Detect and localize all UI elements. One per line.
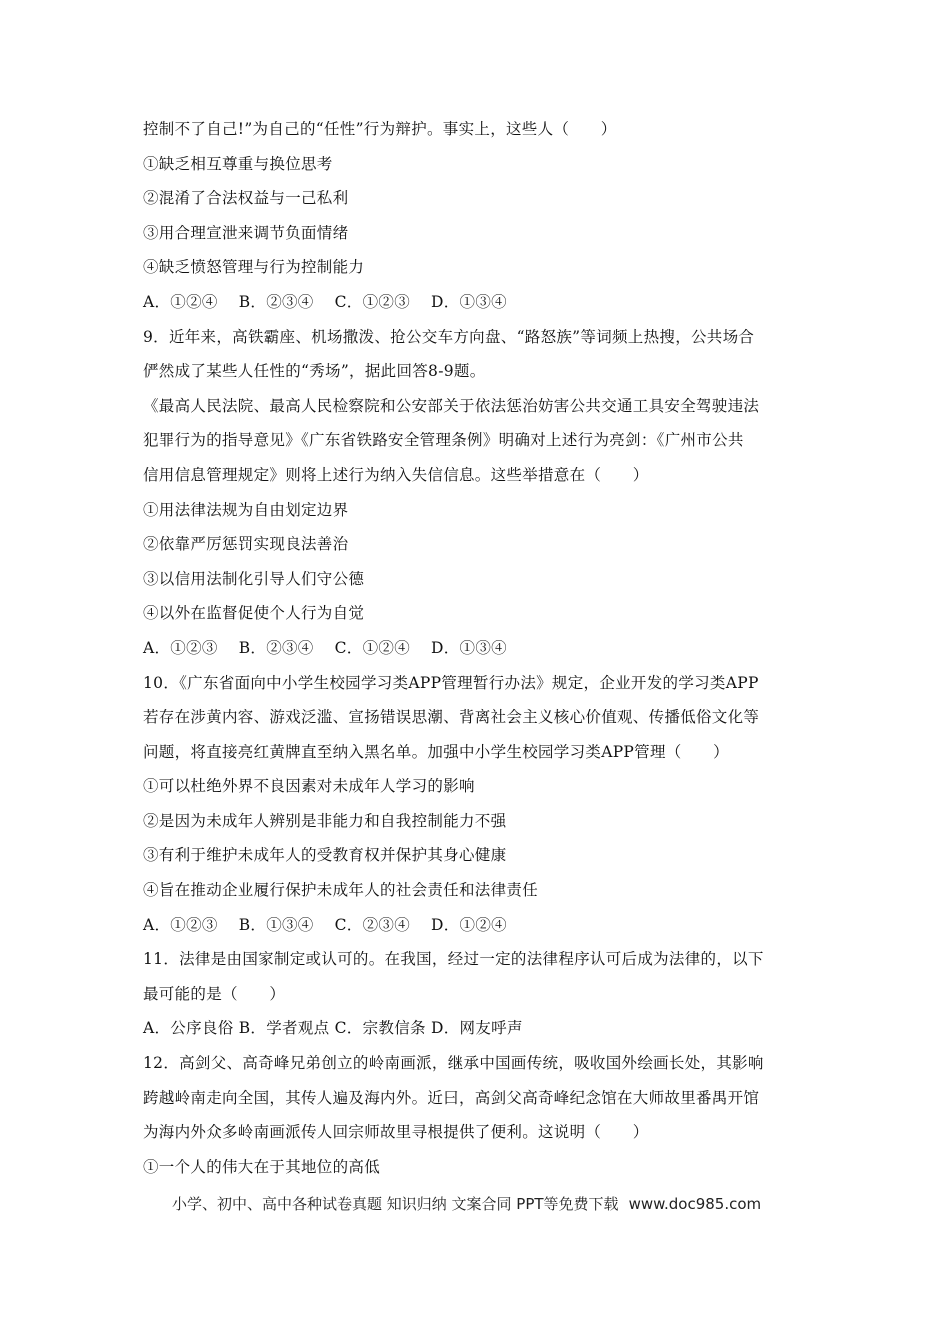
text-line: ④旨在推动企业履行保护未成年人的社会责任和法律责任	[143, 881, 539, 900]
footer-url[interactable]: www.doc985.com	[628, 1195, 762, 1213]
text-line: 问题，将直接亮红黄牌直至纳入黑名单。加强中小学生校园学习类APP管理（ ）	[143, 742, 729, 761]
text-line: ④以外在监督促使个人行为自觉	[143, 604, 365, 623]
text-line: ③用合理宣泄来调节负面情绪	[143, 223, 349, 242]
text-line: ③以信用法制化引导人们守公德	[143, 569, 365, 588]
text-line: ①一个人的伟大在于其地位的高低	[143, 1157, 381, 1176]
text-line: ②依靠严厉惩罚实现良法善治	[143, 535, 349, 554]
text-line: A．①②③ B．②③④ C．①②④ D．①③④	[143, 638, 507, 657]
text-line: 犯罪行为的指导意见》《广东省铁路安全管理条例》明确对上述行为亮剑：《广州市公共	[143, 431, 744, 450]
text-line: 信用信息管理规定》则将上述行为纳入失信信息。这些举措意在（ ）	[143, 465, 649, 484]
text-line: 最可能的是（ ）	[143, 984, 286, 1003]
text-line: 《最高人民法院、最高人民检察院和公安部关于依法惩治妨害公共交通工具安全驾驶违法	[143, 396, 760, 415]
text-line: ②混淆了合法权益与一己私利	[143, 189, 349, 208]
question-body	[143, 112, 813, 1184]
text-line: 9．近年来，高铁霸座、机场撒泼、抢公交车方向盘、“路怒族”等词频上热搜，公共场合	[143, 327, 755, 346]
text-line: 10．《广东省面向中小学生校园学习类APP管理暂行办法》规定，企业开发的学习类APP	[143, 673, 759, 692]
text-line: A．公序良俗 B．学者观点 C．宗教信条 D．网友呼声	[143, 1019, 523, 1038]
text-line: 俨然成了某些人任性的“秀场”，据此回答8-9题。	[143, 362, 486, 381]
page-footer	[172, 1193, 761, 1214]
text-line: ①缺乏相互尊重与换位思考	[143, 154, 333, 173]
text-line: ①用法律法规为自由划定边界	[143, 500, 349, 519]
text-line: ②是因为未成年人辨别是非能力和自我控制能力不强	[143, 811, 507, 830]
text-line: A．①②④ B．②③④ C．①②③ D．①③④	[143, 292, 507, 311]
text-line: 11．法律是由国家制定或认可的。在我国，经过一定的法律程序认可后成为法律的，以下	[143, 950, 764, 969]
text-line: A．①②③ B．①③④ C．②③④ D．①②④	[143, 915, 507, 934]
text-line: 若存在涉黄内容、游戏泛滥、宣扬错误思潮、背离社会主义核心价值观、传播低俗文化等	[143, 708, 760, 727]
footer-text: 小学、初中、高中各种试卷真题 知识归纳 文案合同 PPT等免费下载	[172, 1195, 619, 1213]
text-line: ①可以杜绝外界不良因素对未成年人学习的影响	[143, 777, 475, 796]
text-line: 为海内外众多岭南画派传人回宗师故里寻根提供了便利。这说明（ ）	[143, 1123, 649, 1142]
text-line: 跨越岭南走向全国，其传人遍及海内外。近曰，高剑父高奇峰纪念馆在大师故里番禺开馆	[143, 1088, 760, 1107]
text-line: ④缺乏愤怒管理与行为控制能力	[143, 258, 365, 277]
text-line: 控制不了自己!”为自己的“任性”行为辩护。事实上，这些人（ ）	[143, 120, 617, 138]
text-line: 12．高剑父、高奇峰兄弟创立的岭南画派，继承中国画传统，吸收国外绘画长处，其影响	[143, 1054, 764, 1073]
text-line: ③有利于维护未成年人的受教育权并保护其身心健康	[143, 846, 507, 865]
